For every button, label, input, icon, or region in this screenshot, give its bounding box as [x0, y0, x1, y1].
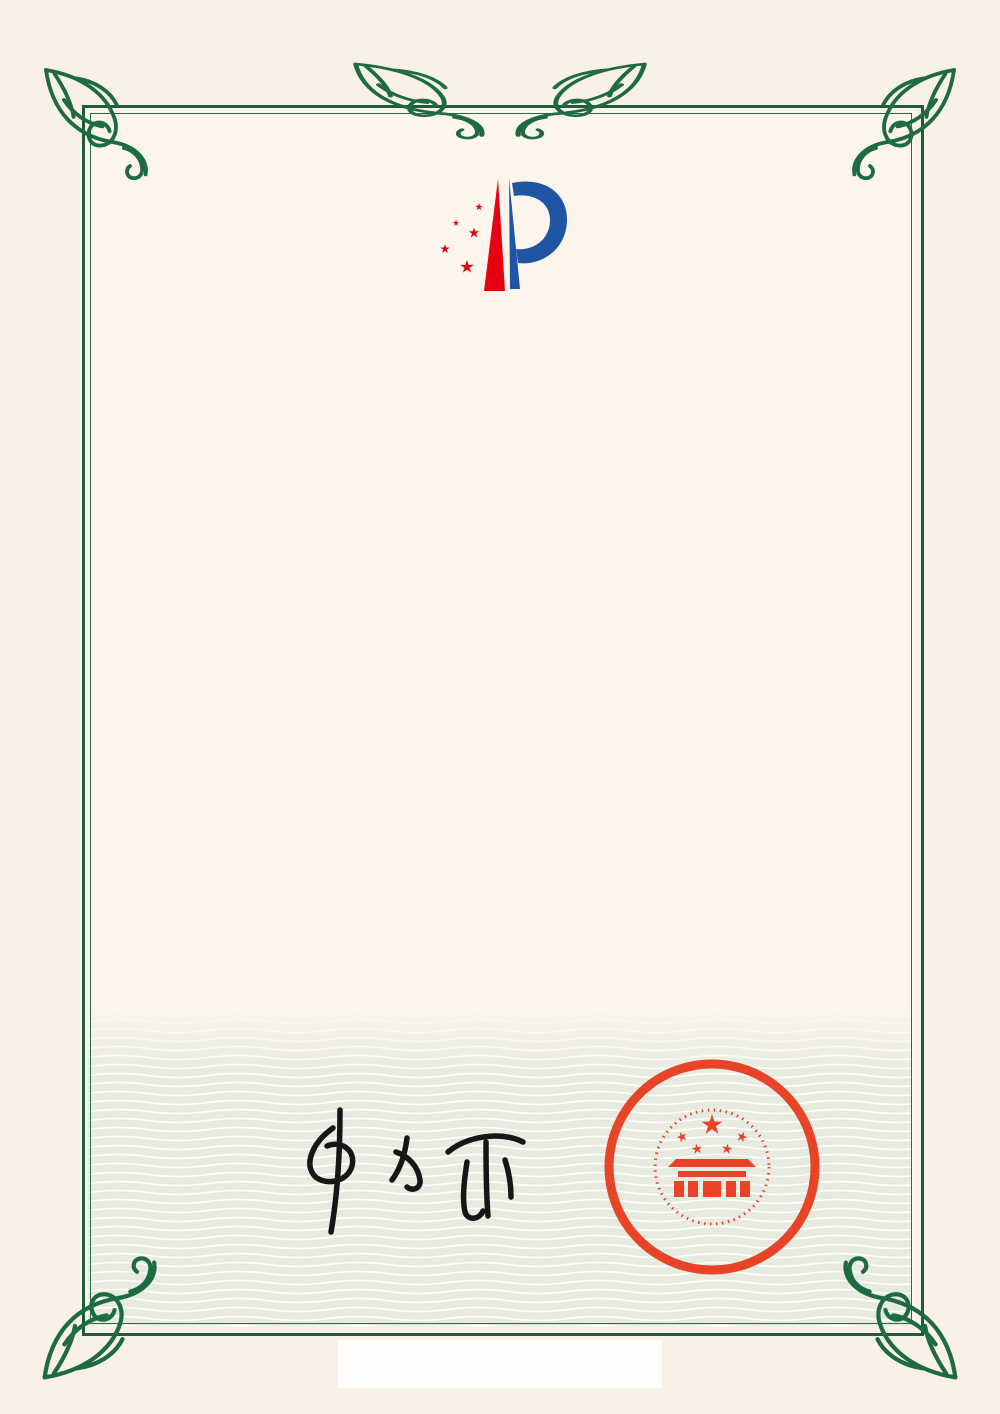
qr-code — [806, 170, 906, 270]
barcode — [140, 1057, 402, 1083]
field-row-name — [143, 432, 285, 454]
handwritten-signature — [255, 1098, 545, 1248]
field-row-filing-date — [143, 606, 285, 628]
official-seal — [595, 1050, 829, 1284]
logo-stars — [440, 203, 483, 273]
logo-red-wedge — [484, 179, 505, 291]
continuation-note-box — [338, 1340, 662, 1388]
logo-blue-bowl — [512, 182, 567, 264]
field-row-inventors — [143, 490, 285, 512]
cnipa-logo — [425, 165, 575, 300]
field-row-patent-no — [143, 548, 285, 570]
field-row-patentee — [143, 664, 285, 686]
field-row-address — [143, 724, 790, 746]
field-row-grant — [143, 790, 681, 812]
seal-emblem — [655, 1110, 769, 1224]
